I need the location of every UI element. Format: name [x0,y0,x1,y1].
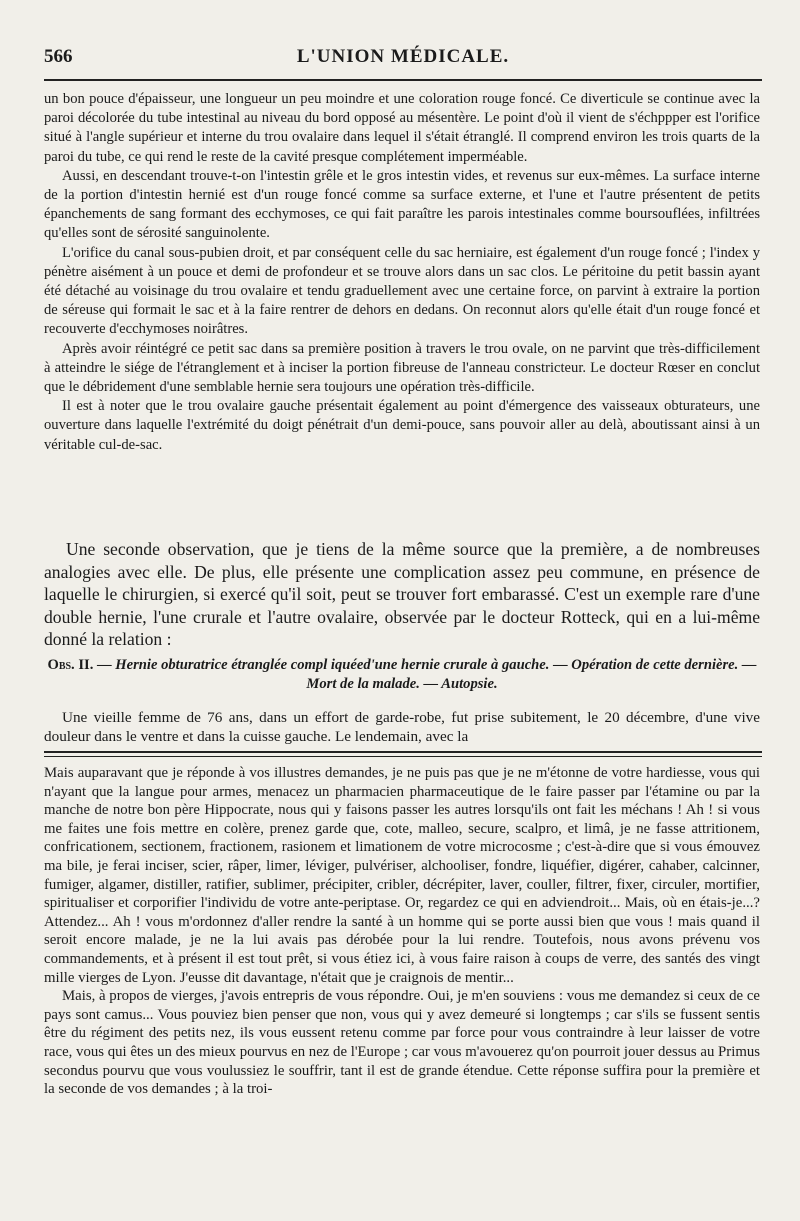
page-number: 566 [44,46,73,67]
article-body [44,90,760,455]
header-rule [44,79,762,81]
paragraph: Aussi, en descendant trouve-t-on l'intestin grêle et le gros intestin vides, et revenus sur eux-mêmes. La surface interne de la portion d'intestin hernié est d'un rouge foncé comme sa surface externe, et l'une et l'autre présentent de petits épanchements de sang formant des ecchymoses, ce qui fait paraître les parois intestinales comme boursouflées, infiltrées qu'elles sont de sérosité sanguinolente. [44,167,760,242]
page-header [44,46,762,72]
paragraph: Après avoir réintégré ce petit sac dans sa première position à travers le trou ovale, on ne parvint que très-difficilement à atteindre le siége de l'étranglement et à inciser la portion fibreuse de l'anneau constricteur. Le docteur Rœser en conclut que le débridement d'une semblable hernie sera toujours une opération très-difficile. [44,340,760,396]
feuilleton-paragraph: Mais auparavant que je réponde à vos illustres demandes, je ne puis pas que je ne m'étonne de votre hardiesse, vous qui n'ayant que la langue pour armes, menacez un pharmacien pharmaceutique de le faire passer par l'étamine ou par la manche de notre bon père Hippocrate, nous qui y faisons passer les autres lorsqu'ils ont fait les méchans ! Ah ! si vous me faites une fois mettre en colère, prenez garde que, cote, malleo, secure, scalpro, et limâ, je ne fasse attritionem, confricationem, sectionem, fractionem, rasionem et limationem de votre microcosme ; c'est-à-dire que si vous émouvez ma bile, je ferai inciser, scier, râper, limer, léviger, pulvériser, alchooliser, fondre, liquéfier, digérer, cahaber, calcinner, fumiger, algamer, distiller, ratifier, sublimer, précipiter, cribler, décrépiter, laver, couller, filtrer, fixer, circuler, mortifier, spiritualiser et corporifier l'individu de votre ante-periptase. Or, regardez ce qui en adviendroit... Mais, où en étais-je...? Attendez... Ah ! vous m'ordonnez d'aller rendre la santé à un homme qui se porte aussi bien que vous ! mais quand il seroit encore malade, je ne la lui avais pas dérobée pour la lui rendre. Toutefois, nous avons prévenu vos commandements, et à présent il est tout prêt, si vous étiez ici, à vous faire raison à coups de verre, des santés des vingt mille vierges de Lyon. J'eusse dit davantage, n'était que je craignois de mentir... [44,765,760,986]
paragraph: L'orifice du canal sous-pubien droit, et par conséquent celle du sac herniaire, est également d'un rouge foncé ; l'index y pénètre aisément à un pouce et demi de profondeur et se trouve alors dans un sac clos. Le péritoine du petit bassin ayant été détaché au voisinage du trou ovalaire et tendu graduellement avec une certaine force, on parvint à extraire la portion de séreuse qui formait le sac et à la faire rentrer de dehors en dedans. On reconnut alors qu'elle était d'un rouge foncé et recouverte d'ecchymoses noirâtres. [44,244,760,338]
running-title: L'UNION MÉDICALE. [296,46,510,67]
paragraph: Une vieille femme de 76 ans, dans un effort de garde-robe, fut prise subitement, le 20 décembre, d'une vive douleur dans le ventre et dans la cuisse gauche. Le lendemain, avec la [44,709,760,746]
observation-title: Hernie obturatrice étranglée compl iquéed'une hernie crurale à gauche. — Opération de cette dernière. — Mort de la malade. — Autopsie. [115,657,757,692]
feuilleton [44,764,760,1099]
observation-label: Obs. II. — [47,657,112,673]
large-print-section [44,538,760,651]
feuilleton-separator [44,751,762,757]
observation-heading [44,656,760,694]
paragraph-large: Une seconde observation, que je tiens de la même source que la première, a de nombreuses analogies avec elle. De plus, elle présente une complication assez peu commune, en présence de laquelle le chirurgien, si exercé qu'il soit, peut se trouver fort embarassé. C'est un exemple rare d'une double hernie, l'une crurale et l'autre ovalaire, observée par le docteur Rotteck, qui en a lui-même donné la relation : [44,539,760,650]
case-report [44,708,760,747]
paragraph: Il est à noter que le trou ovalaire gauche présentait également au point d'émergence des vaisseaux obturateurs, une ouverture dans laquelle l'extrémité du doigt pénétrait d'un demi-pouce, sans pouvoir aller au delà, aboutissant ainsi à un véritable cul-de-sac. [44,398,760,453]
feuilleton-paragraph: Mais, à propos de vierges, j'avois entrepris de vous répondre. Oui, je m'en souviens : vous me demandez si ceux de ce pays sont camus... Vous pouviez bien penser que non, vous qui y avez demeuré si longtemps ; car s'ils se fussent sentis être du régiment des petits nez, ils vous eussent retenu comme par force pour vous contraindre à leur laisser de votre race, vous qui êtes un des mieux pourvus en nez de l'Europe ; car vous m'avouerez qu'on pourroit jouer dessus au Primus secondus pourvu que vous voulussiez le souffrir, tant il est de grande étendue. Cette réponse suffira pour la première et la seconde de vos demandes ; à la troi- [44,988,760,1098]
paragraph: un bon pouce d'épaisseur, une longueur un peu moindre et une coloration rouge foncé. Ce diverticule se continue avec la paroi décolorée du tube intestinal au niveau du bord opposé au mésentère. Le point d'où il vient de s'échppper est l'orifice situé à l'angle supérieur et interne du trou ovalaire dans lequel il s'était étranglé. Il comprend environ les trois quarts de la paroi du tube, ce qui rend le reste de la cavité presque complétement imperméable. [44,91,760,165]
